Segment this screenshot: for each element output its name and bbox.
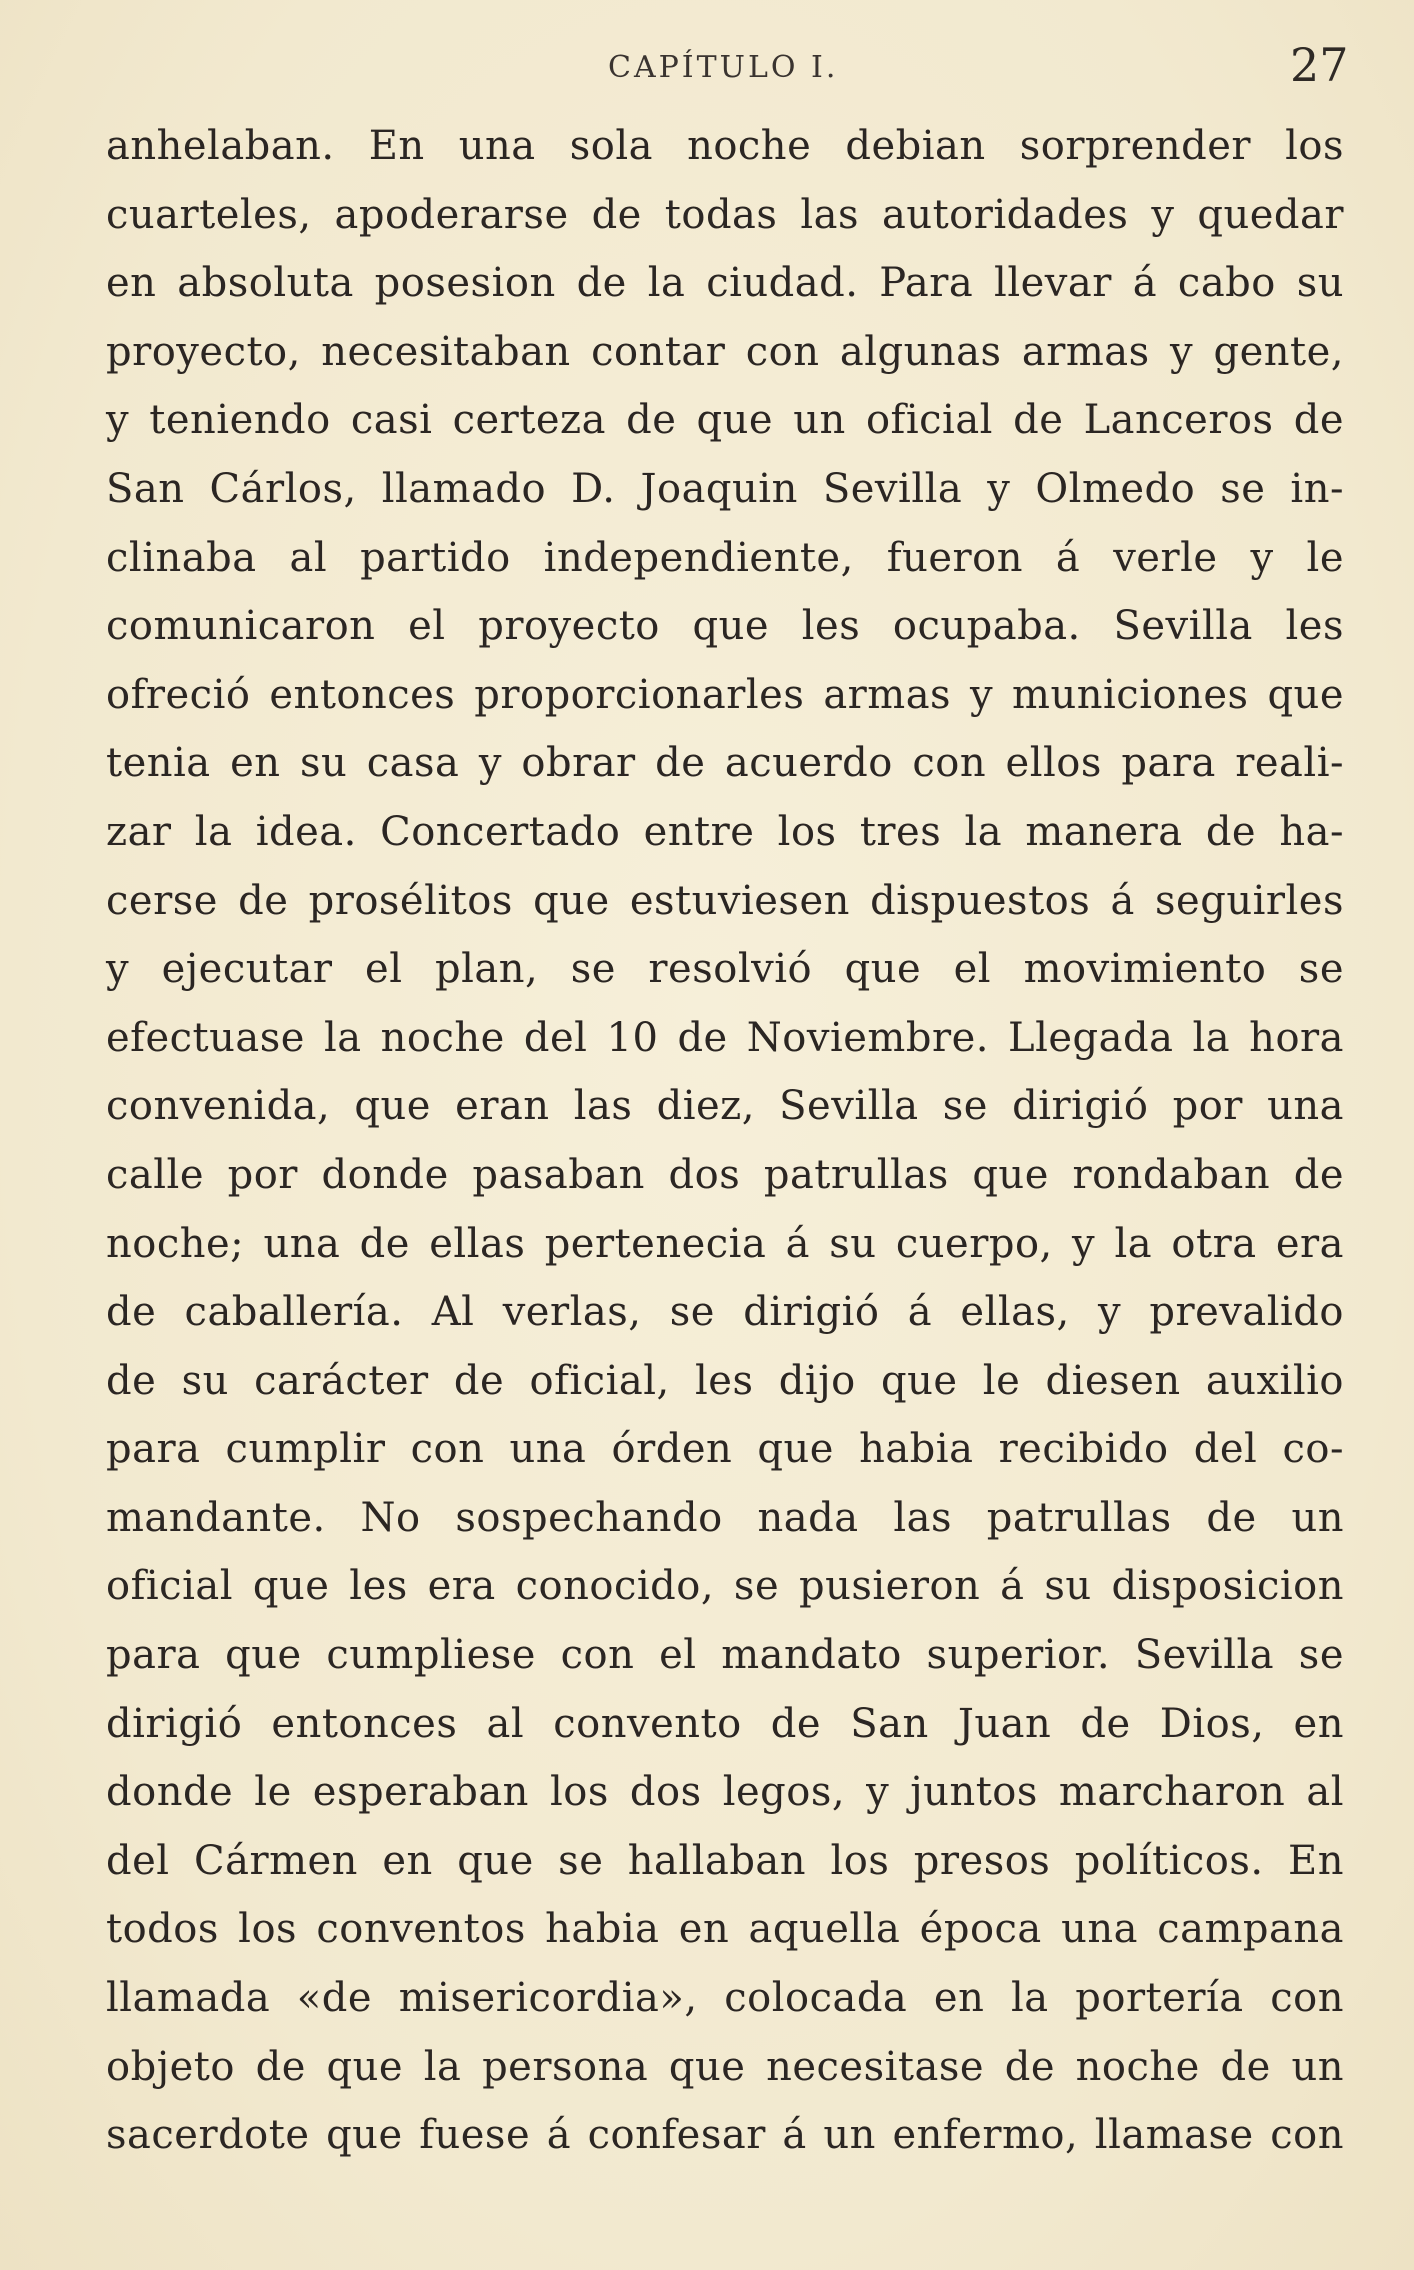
running-header: [0, 38, 1414, 98]
text-line: donde le esperaban los dos legos, y juntos marcharon al: [106, 1769, 1344, 1816]
text-line: convenida, que eran las diez, Sevilla se dirigió por una: [106, 1083, 1344, 1130]
text-line: del Cármen en que se hallaban los presos políticos. En: [106, 1837, 1344, 1884]
text-line: en absoluta posesion de la ciudad. Para llevar á cabo su: [106, 260, 1344, 307]
text-line: clinaba al partido independiente, fueron á verle y le: [106, 534, 1344, 581]
text-line: tenia en su casa y obrar de acuerdo con ellos para reali-: [106, 740, 1344, 787]
text-line: dirigió entonces al convento de San Juan de Dios, en: [106, 1700, 1344, 1747]
page-number: 27: [1290, 38, 1349, 92]
text-line: calle por donde pasaban dos patrullas que rondaban de: [106, 1151, 1344, 1198]
text-line: efectuase la noche del 10 de Noviembre. Llegada la hora: [106, 1014, 1344, 1061]
text-line: y ejecutar el plan, se resolvió que el movimiento se: [106, 946, 1344, 993]
text-line: y teniendo casi certeza de que un oficial de Lanceros de: [106, 397, 1344, 444]
text-line: de su carácter de oficial, les dijo que le diesen auxilio: [106, 1357, 1344, 1404]
text-line: San Cárlos, llamado D. Joaquin Sevilla y Olmedo se in-: [106, 465, 1344, 512]
chapter-heading: CAPÍTULO I.: [608, 50, 839, 85]
text-line: para cumplir con una órden que habia recibido del co-: [106, 1426, 1344, 1473]
text-line: noche; una de ellas pertenecia á su cuerpo, y la otra era: [106, 1220, 1344, 1267]
text-line: zar la idea. Concertado entre los tres la manera de ha-: [106, 808, 1344, 855]
text-line: ofreció entonces proporcionarles armas y municiones que: [106, 671, 1344, 718]
text-line: comunicaron el proyecto que les ocupaba. Sevilla les: [106, 603, 1344, 650]
text-line: anhelaban. En una sola noche debian sorprender los: [106, 123, 1344, 169]
text-line: llamada «de misericordia», colocada en la portería con: [106, 1975, 1344, 2022]
text-line: cuarteles, apoderarse de todas las autoridades y quedar: [106, 191, 1344, 238]
text-line: de caballería. Al verlas, se dirigió á ellas, y prevalido: [106, 1289, 1344, 1336]
text-line: proyecto, necesitaban contar con algunas armas y gente,: [106, 328, 1344, 375]
text-line: cerse de prosélitos que estuviesen dispuestos á seguirles: [106, 877, 1344, 924]
text-line: todos los conventos habia en aquella época una campana: [106, 1906, 1344, 1953]
text-line: mandante. No sospechando nada las patrullas de un: [106, 1494, 1344, 1541]
text-line: oficial que les era conocido, se pusieron á su disposicion: [106, 1563, 1344, 1610]
text-line: objeto de que la persona que necesitase de noche de un: [106, 2043, 1344, 2090]
body-text: [106, 112, 1344, 2170]
text-line: para que cumpliese con el mandato superior. Sevilla se: [106, 1632, 1344, 1679]
text-line: sacerdote que fuese á confesar á un enfermo, llamase con: [106, 2112, 1344, 2159]
